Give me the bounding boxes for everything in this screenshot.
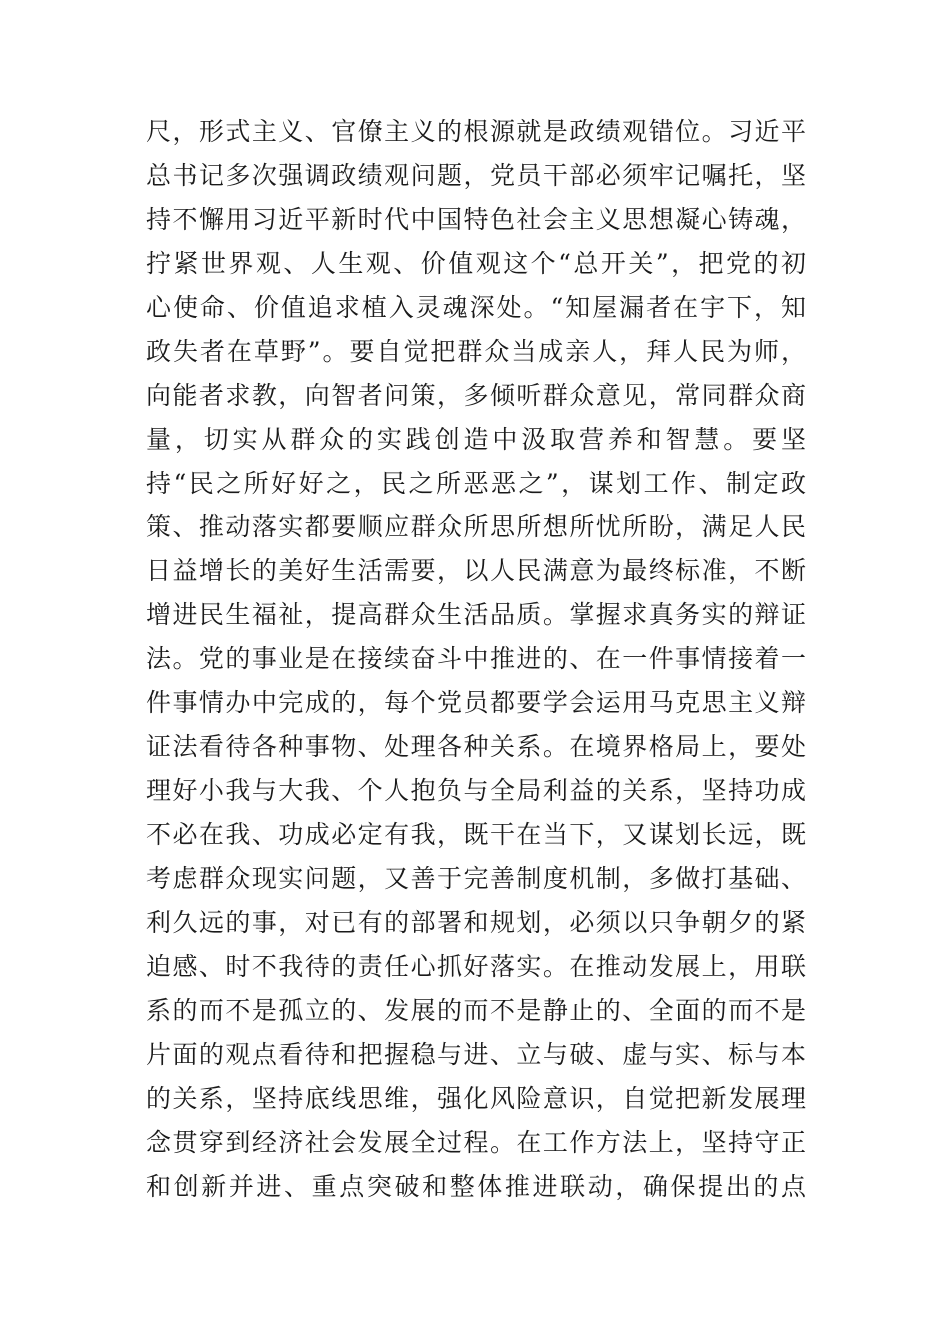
text-line: 证法看待各种事物、处理各种关系。在境界格局上，要处 — [146, 732, 806, 762]
text-line: 增进民生福祉，提高群众生活品质。掌握求真务实的辩证 — [146, 600, 806, 630]
text-line: 念贯穿到经济社会发展全过程。在工作方法上，坚持守正 — [146, 1127, 806, 1157]
text-line: 策、推动落实都要顺应群众所思所想所忧所盼，满足人民 — [146, 512, 806, 542]
text-line: 持“民之所好好之，民之所恶恶之”，谋划工作、制定政 — [146, 468, 806, 498]
text-line: 利久远的事，对已有的部署和规划，必须以只争朝夕的紧 — [146, 907, 806, 937]
text-line: 日益增长的美好生活需要，以人民满意为最终标准，不断 — [146, 556, 806, 586]
text-line: 片面的观点看待和把握稳与进、立与破、虚与实、标与本 — [146, 1039, 806, 1069]
text-line: 考虑群众现实问题，又善于完善制度机制，多做打基础、 — [146, 863, 806, 893]
text-line: 系的而不是孤立的、发展的而不是静止的、全面的而不是 — [146, 995, 806, 1025]
text-line: 尺，形式主义、官僚主义的根源就是政绩观错位。习近平 — [146, 117, 806, 146]
text-line: 和创新并进、重点突破和整体推进联动，确保提出的点 — [146, 1171, 806, 1201]
body-paragraph — [146, 110, 806, 1208]
text-line: 迫感、时不我待的责任心抓好落实。在推动发展上，用联 — [146, 951, 806, 981]
text-line: 心使命、价值追求植入灵魂深处。“知屋漏者在宇下，知 — [146, 292, 806, 322]
text-line: 不必在我、功成必定有我，既干在当下，又谋划长远，既 — [146, 820, 806, 849]
text-line: 的关系，坚持底线思维，强化风险意识，自觉把新发展理 — [146, 1083, 806, 1113]
text-line: 向能者求教，向智者问策，多倾听群众意见，常同群众商 — [146, 380, 806, 410]
text-line: 件事情办中完成的，每个党员都要学会运用马克思主义辩 — [146, 688, 806, 718]
text-line: 理好小我与大我、个人抱负与全局利益的关系，坚持功成 — [146, 776, 806, 806]
text-line: 量，切实从群众的实践创造中汲取营养和智慧。要坚 — [146, 424, 806, 454]
text-line: 政失者在草野”。要自觉把群众当成亲人，拜人民为师， — [146, 336, 806, 366]
text-line: 总书记多次强调政绩观问题，党员干部必须牢记嘱托，坚 — [146, 160, 806, 190]
text-line: 拧紧世界观、人生观、价值观这个“总开关”，把党的初 — [146, 248, 806, 278]
text-line: 持不懈用习近平新时代中国特色社会主义思想凝心铸魂， — [146, 204, 806, 234]
text-line: 法。党的事业是在接续奋斗中推进的、在一件事情接着一 — [146, 644, 806, 674]
